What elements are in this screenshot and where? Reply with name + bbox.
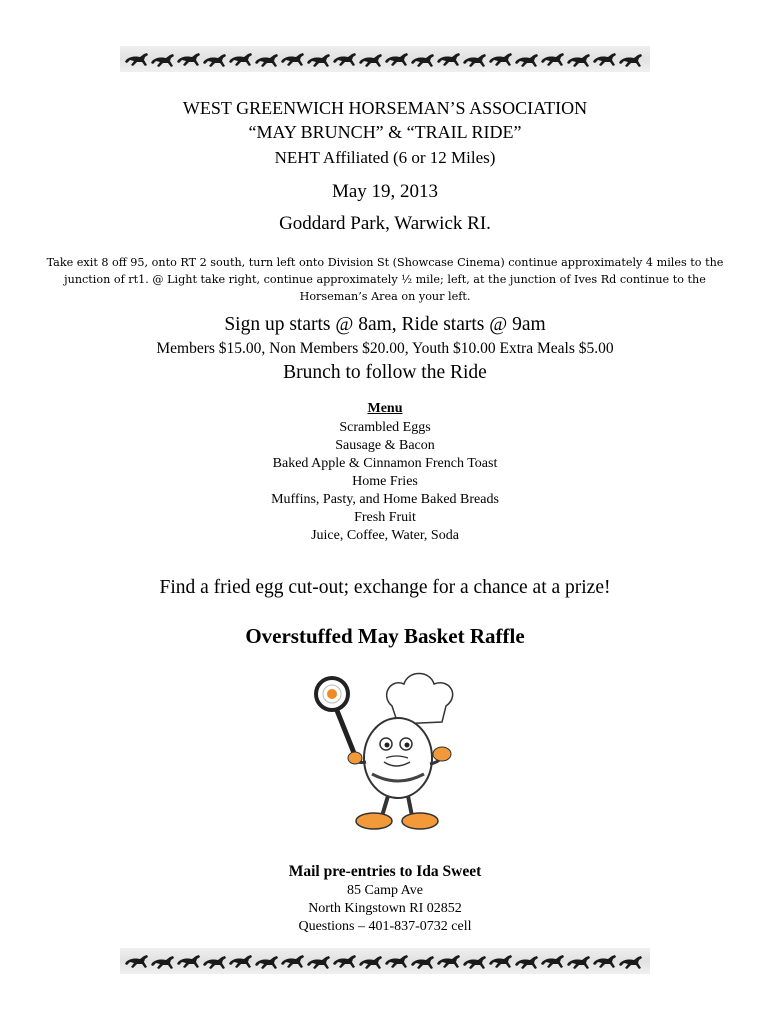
menu-title: Menu xyxy=(367,401,403,416)
menu-item: Scrambled Eggs xyxy=(339,420,431,435)
prize-note: Find a fried egg cut-out; exchange for a chance at a prize! xyxy=(159,577,611,598)
menu-list xyxy=(0,419,770,545)
brunch-note: Brunch to follow the Ride xyxy=(283,362,487,383)
horse-border-bottom xyxy=(120,948,650,974)
menu-item: Juice, Coffee, Water, Soda xyxy=(311,528,459,543)
running-horses-border-icon xyxy=(120,948,650,974)
menu-item: Sausage & Bacon xyxy=(335,438,435,453)
menu-item: Fresh Fruit xyxy=(354,510,416,525)
signup-time: Sign up starts @ 8am, Ride starts @ 9am xyxy=(224,314,546,335)
raffle-title: Overstuffed May Basket Raffle xyxy=(245,624,525,648)
mail-entries-title: Mail pre-entries to Ida Sweet xyxy=(288,863,482,880)
driving-directions: Take exit 8 off 95, onto RT 2 south, turn left onto Division St (Showcase Cinema) continue approximately 4 miles to the junction of rt1. @ Light take right, continue approximately ½ mile; left, at the junction of Ives Rd continue to the Horseman’s Area on your left. xyxy=(46,256,724,303)
affiliation: NEHT Affiliated (6 or 12 Miles) xyxy=(274,148,496,167)
association-name: WEST GREENWICH HORSEMAN’S ASSOCIATION xyxy=(182,98,588,118)
event-venue: Goddard Park, Warwick RI. xyxy=(279,213,491,234)
contact-street: 85 Camp Ave xyxy=(347,883,423,898)
contact-city: North Kingstown RI 02852 xyxy=(308,901,462,916)
running-horses-border-icon xyxy=(120,46,650,72)
event-name: “MAY BRUNCH” & “TRAIL RIDE” xyxy=(248,122,522,142)
horse-border-top xyxy=(120,46,650,72)
event-date: May 19, 2013 xyxy=(331,181,439,202)
contact-phone: Questions – 401-837-0732 cell xyxy=(298,919,472,934)
menu-item: Baked Apple & Cinnamon French Toast xyxy=(272,456,498,471)
menu-item: Muffins, Pasty, and Home Baked Breads xyxy=(271,492,499,507)
menu-item: Home Fries xyxy=(352,474,418,489)
fees: Members $15.00, Non Members $20.00, Youth $10.00 Extra Meals $5.00 xyxy=(156,340,614,357)
egg-chef-mascot-icon xyxy=(300,666,480,836)
